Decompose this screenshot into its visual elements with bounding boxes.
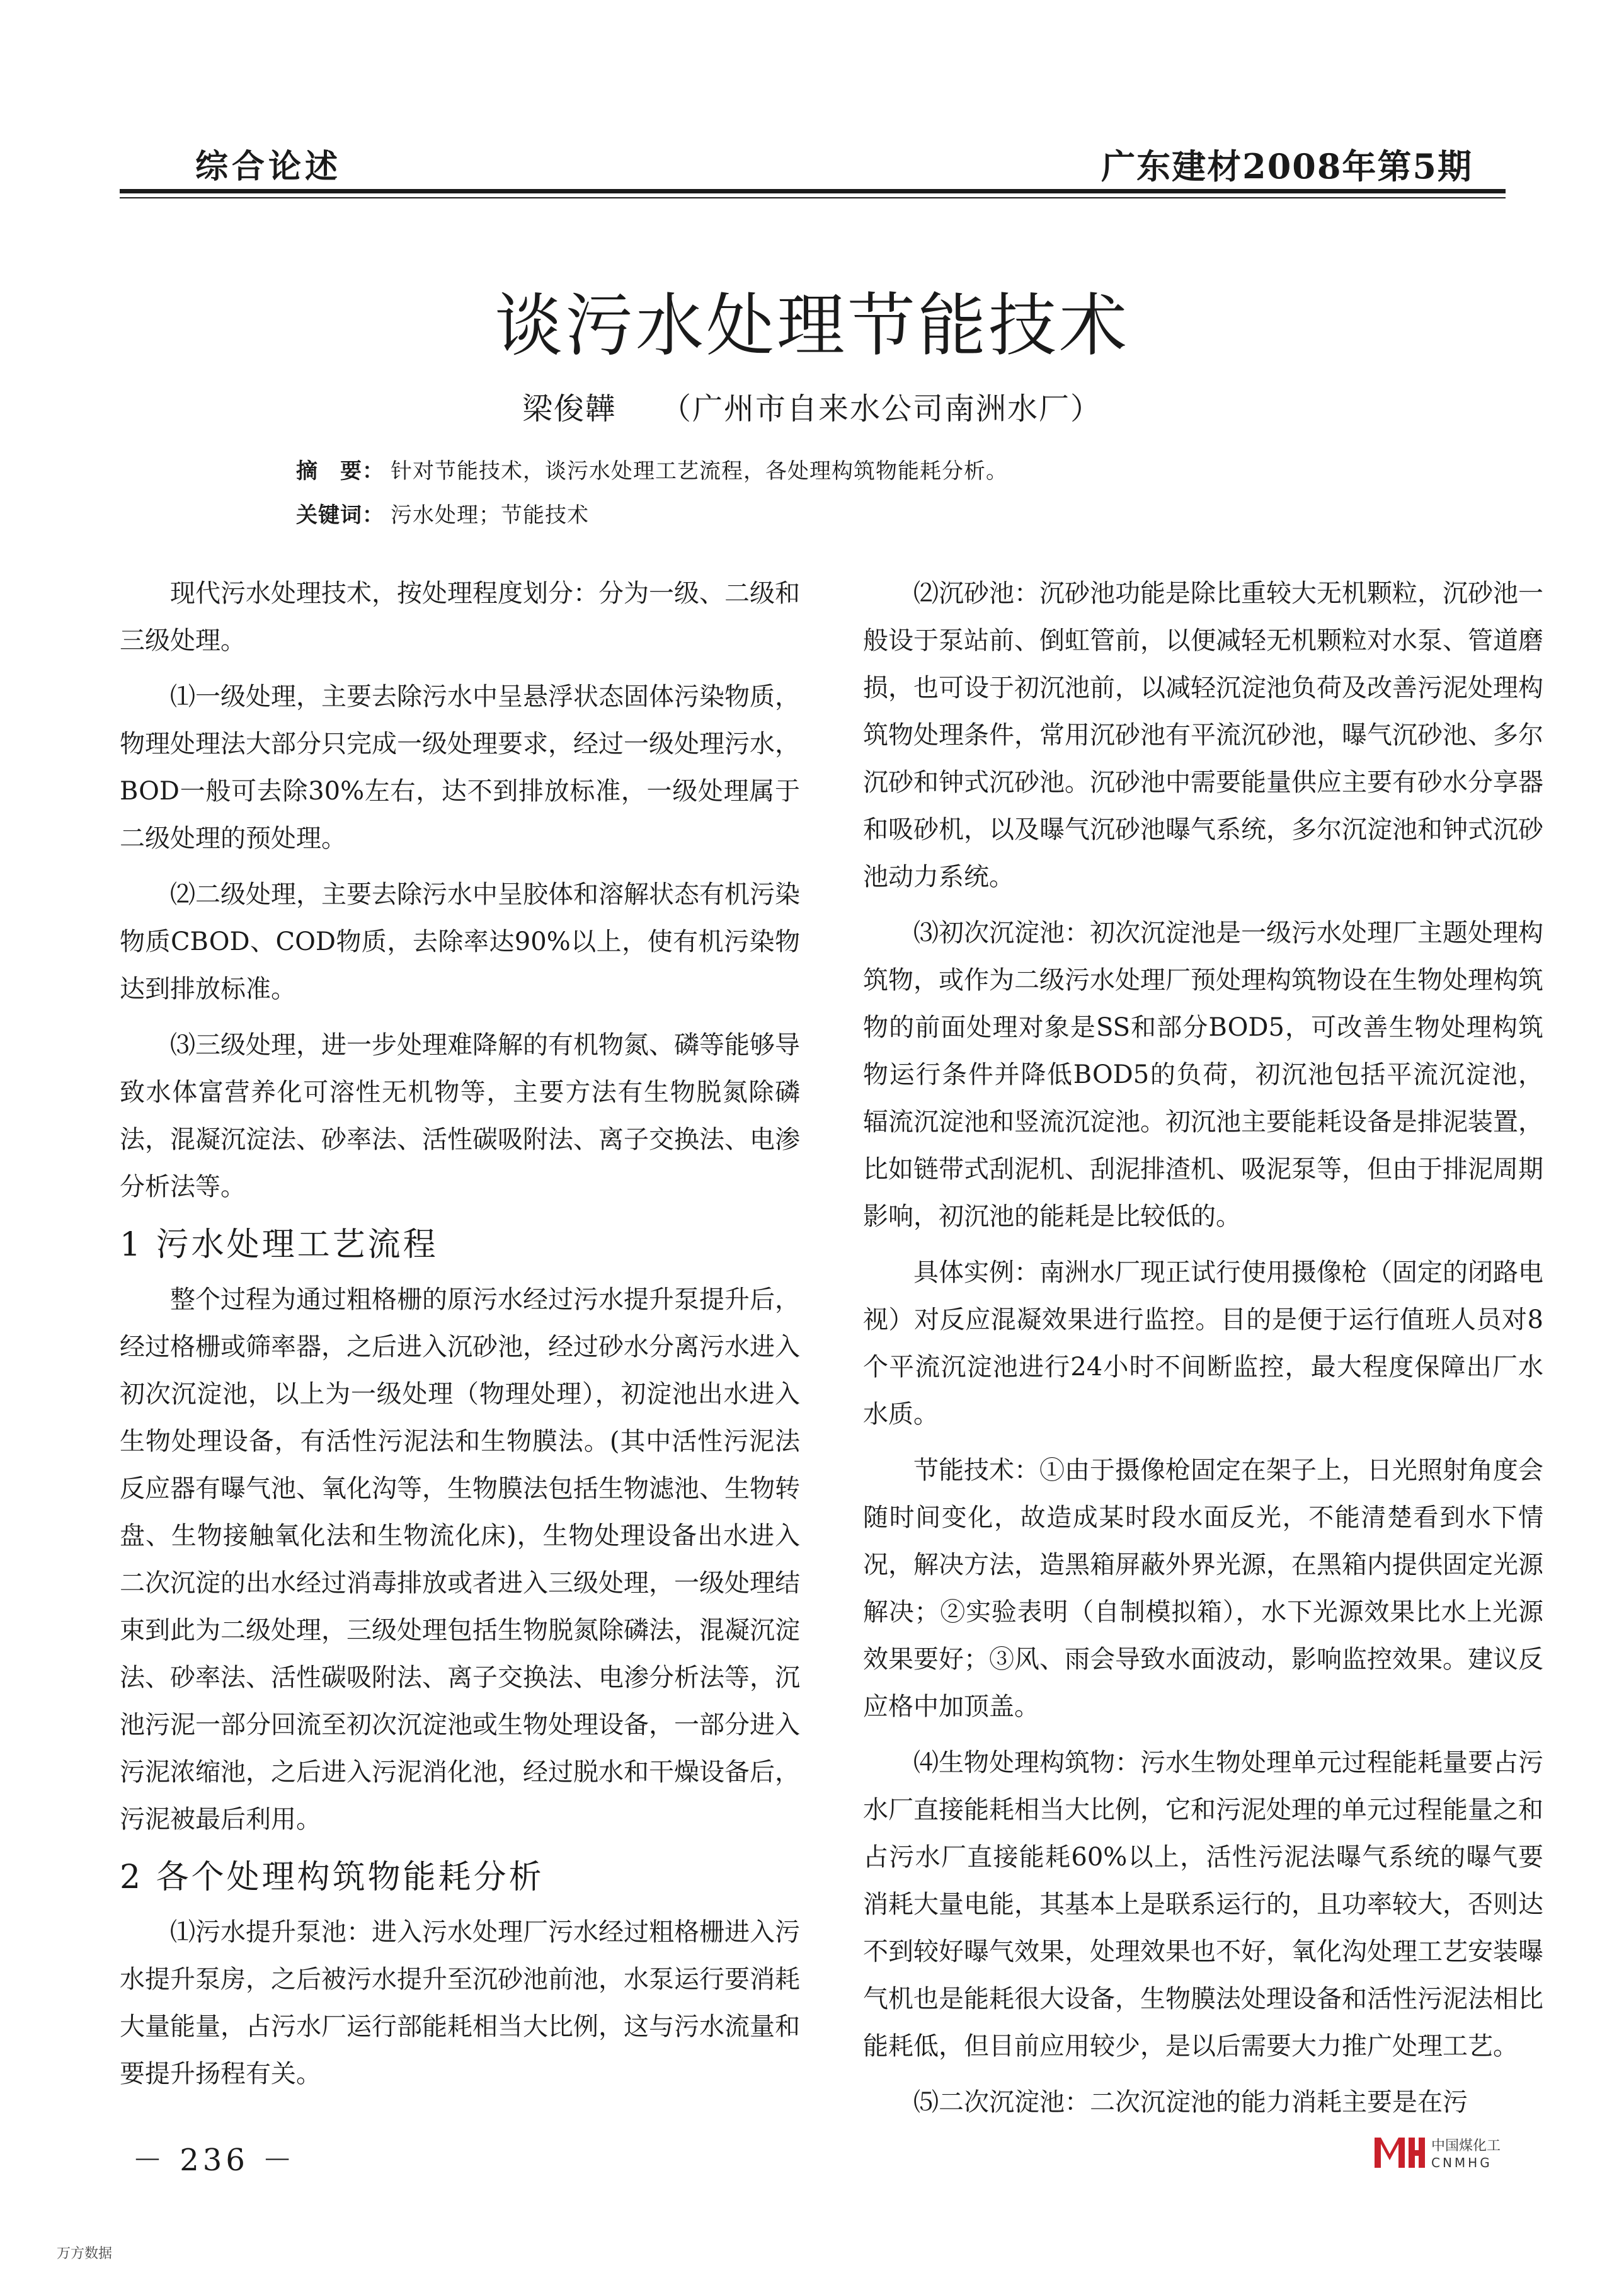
author-name: 梁俊韡 bbox=[522, 391, 617, 427]
grit-chamber-paragraph: ⑵沉砂池：沉砂池功能是除比重较大无机颗粒，沉砂池一般设于泵站前、倒虹管前，以便减轻无机颗粒对水泵、管道磨损，也可设于初沉池前，以减轻沉淀池负荷及改善污泥处理构筑物处理条件，常用沉砂池有平流沉砂池，曝气沉砂池、多尔沉砂和钟式沉砂池。沉砂池中需要能量供应主要有砂水分享器和吸砂机，以及曝气沉砂池曝气系统，多尔沉淀池和钟式沉砂池动力系统。 bbox=[863, 579, 1543, 891]
journal-issue: 广东建材2008年第5期 bbox=[1101, 146, 1473, 186]
primary-treatment-paragraph: ⑴一级处理，主要去除污水中呈悬浮状态固体污染物质，物理处理法大部分只完成一级处理要求，经过一级处理污水，BOD一般可去除30%左右，达不到排放标准，一级处理属于二级处理的预处理。 bbox=[120, 682, 800, 853]
biological-treatment-paragraph: ⑷生物处理构筑物：污水生物处理单元过程能耗量要占污水厂直接能耗相当大比例，它和污泥处理的单元过程能量之和占污水厂直接能耗60%以上，活性污泥法曝气系统的曝气要消耗大量电能，其基本上是联系运行的，且功率较大，否则达不到较好曝气效果，处理效果也不好，氧化沟处理工艺安装曝气机也是能耗很大设备，生物膜法处理设备和活性污泥法相比能耗低，但目前应用较少，是以后需要大力推广处理工艺。 bbox=[863, 1748, 1543, 2061]
keywords-text: 污水处理；节能技术 bbox=[391, 503, 589, 528]
article-title: 谈污水处理节能技术 bbox=[494, 287, 1129, 365]
intro-paragraph: 现代污水处理技术，按处理程度划分：分为一级、二级和三级处理。 bbox=[120, 579, 800, 655]
secondary-treatment-paragraph: ⑵二级处理，主要去除污水中呈胶体和溶解状态有机污染物质CBOD、COD物质，去除率达90%以上，使有机污染物达到排放标准。 bbox=[120, 880, 800, 1004]
process-flow-paragraph: 整个过程为通过粗格栅的原污水经过污水提升泵提升后，经过格栅或筛率器，之后进入沉砂池，经过砂水分离污水进入初次沉淀池，以上为一级处理（物理处理），初淀池出水进入生物处理设备，有活性污泥法和生物膜法。(其中活性污泥法反应器有曝气池、氧化沟等，生物膜法包括生物滤池、生物转盘、生物接触氧化法和生物流化床)，生物处理设备出水进入二次沉淀的出水经过消毒排放或者进入三级处理，一级处理结束到此为二级处理，三级处理包括生物脱氮除磷法，混凝沉淀法、砂率法、活性碳吸附法、离子交换法、电渗分析法等，沉池污泥一部分回流至初次沉淀池或生物处理设备，一部分进入污泥浓缩池，之后进入污泥消化池，经过脱水和干燥设备后，污泥被最后利用。 bbox=[120, 1285, 800, 1834]
secondary-clarifier-paragraph: ⑸二次沉淀池：二次沉淀池的能力消耗主要是在污 bbox=[913, 2088, 1468, 2117]
abstract bbox=[296, 454, 1008, 484]
abstract-label: 摘 要： bbox=[296, 459, 384, 484]
primary-clarifier-paragraph: ⑶初次沉淀池：初次沉淀池是一级污水处理厂主题处理构筑物，或作为二级污水处理厂预处理构筑物设在生物处理构筑物的前面处理对象是SS和部分BOD5，可改善生物处理构筑物运行条件并降低BOD5的负荷，初沉池包括平流沉淀池，辐流沉淀池和竖流沉淀池。初沉池主要能耗设备是排泥装置，比如链带式刮泥机、刮泥排渣机、吸泥泵等，但由于排泥周期影响，初沉池的能耗是比较低的。 bbox=[863, 919, 1543, 1231]
section-label: 综合论述 bbox=[195, 147, 342, 186]
example-paragraph: 具体实例：南洲水厂现正试行使用摄像枪（固定的闭路电视）对反应混凝效果进行监控。目的是便于运行值班人员对8个平流沉淀池进行24小时不间断监控，最大程度保障出厂水水质。 bbox=[863, 1258, 1543, 1429]
watermark: 万方数据 bbox=[57, 2246, 113, 2262]
logo-text-cn: 中国煤化工 bbox=[1431, 2138, 1501, 2154]
author-line bbox=[0, 384, 1624, 428]
logo-mark-icon bbox=[1373, 2135, 1426, 2170]
section-heading-1: 1 污水处理工艺流程 bbox=[120, 1226, 438, 1264]
right-column bbox=[863, 570, 1543, 2135]
tertiary-treatment-paragraph: ⑶三级处理，进一步处理难降解的有机物氮、磷等能够导致水体富营养化可溶性无机物等，主要方法有生物脱氮除磷法，混凝沉淀法、砂率法、活性碳吸附法、离子交换法、电渗分析法等。 bbox=[120, 1031, 800, 1201]
logo-text-en: CNMHG bbox=[1431, 2155, 1492, 2170]
abstract-text: 针对节能技术，谈污水处理工艺流程，各处理构筑物能耗分析。 bbox=[391, 459, 1008, 484]
energy-saving-paragraph: 节能技术：①由于摄像枪固定在架子上，日光照射角度会随时间变化，故造成某时段水面反光，不能清楚看到水下情况，解决方法，造黑箱屏蔽外界光源，在黑箱内提供固定光源解决；②实验表明（自制模拟箱），水下光源效果比水上光源效果要好；③风、雨会导致水面波动，影响监控效果。建议反应格中加顶盖。 bbox=[863, 1456, 1543, 1721]
author-affiliation: （广州市自来水公司南洲水厂） bbox=[661, 391, 1102, 427]
keywords-label: 关键词： bbox=[296, 503, 384, 528]
section-heading-2: 2 各个处理构筑物能耗分析 bbox=[120, 1858, 544, 1896]
header-rule-thick bbox=[120, 189, 1506, 193]
page-number: － 236 － bbox=[132, 2143, 297, 2178]
pump-station-paragraph: ⑴污水提升泵池：进入污水处理厂污水经过粗格栅进入污水提升泵房，之后被污水提升至沉砂池前池，水泵运行要消耗大量能量，占污水厂运行部能耗相当大比例，这与污水流量和要提升扬程有关。 bbox=[120, 1918, 800, 2088]
keywords bbox=[296, 498, 589, 529]
header-rule-thin bbox=[120, 197, 1506, 198]
left-column bbox=[120, 570, 800, 2107]
publisher-logo bbox=[1373, 2133, 1537, 2177]
